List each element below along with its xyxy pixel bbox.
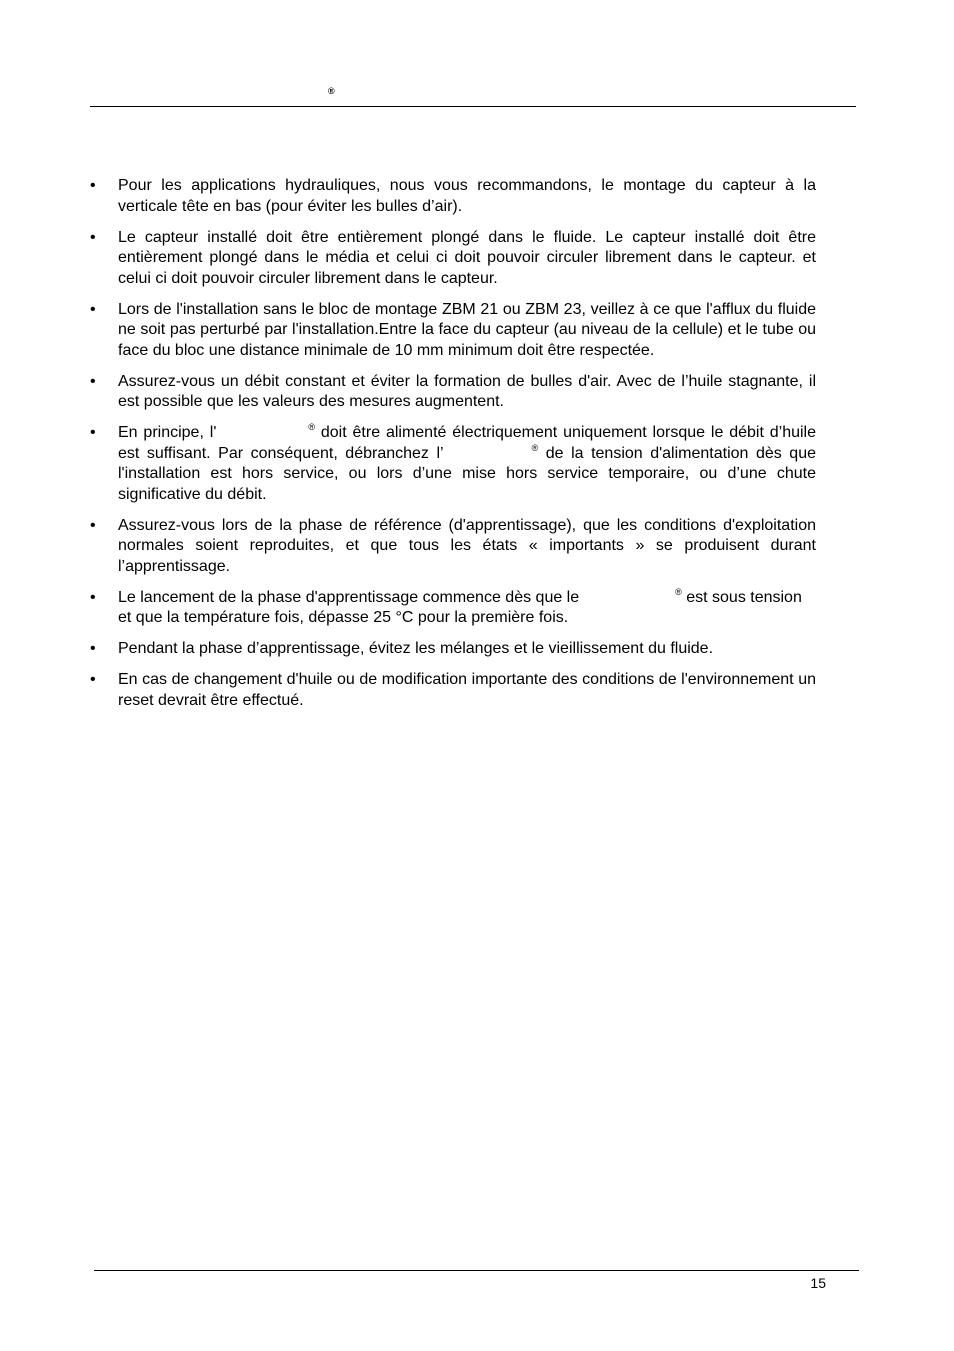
list-item (90, 639, 816, 660)
item-text: En cas de changement d'huile ou de modification importante des conditions de l'environnement un reset devrait être effectué. (118, 671, 816, 709)
item-text-part: Le lancement de la phase d'apprentissage commence dès que le (118, 588, 580, 606)
item-text: Le capteur installé doit être entièrement plongé dans le fluide. Le capteur installé doit être entièrement plongé dans le média et celui ci doit pouvoir circuler librement dans le capteur. et celui ci doit pouvoir circuler librement dans le capteur. (118, 228, 816, 287)
item-text: Pendant la phase d’apprentissage, évitez les mélanges et le vieillissement du fluide. (118, 640, 714, 657)
bullet-dot: • (90, 424, 96, 441)
item-text: Pour les applications hydrauliques, nous vous recommandons, le montage du capteur à la verticale tête en bas (pour éviter les bulles d’air). (118, 177, 816, 215)
list-item (90, 670, 816, 711)
bullet-dot: • (90, 640, 96, 657)
bullet-dot: • (90, 228, 96, 246)
list-item (90, 372, 816, 413)
bullet-dot: • (90, 177, 96, 194)
item-text-part: doit être alimenté électriquement uniquement lorsque le débit d’huile est suffisant. Par conséquent, débranchez l’ (118, 424, 817, 462)
item-text-part: En principe, l' (118, 424, 217, 441)
bullet-list (90, 176, 816, 722)
list-item (90, 176, 816, 217)
registered-mark: ® (531, 442, 539, 453)
bullet-dot: • (90, 671, 96, 688)
item-text: Lors de l'installation sans le bloc de montage ZBM 21 ou ZBM 23, veillez à ce que l'afflux du fluide ne soit pas perturbé par l'installation.Entre la face du capteur (au niveau de la cellule) et le tube ou face du bloc une distance minimale de 10 mm minimum doit être respectée. (118, 300, 816, 359)
item-text-part: est sous tension et que la température fois, dépasse 25 °C pour la première fois. (118, 588, 802, 626)
footer-rule (94, 1270, 859, 1271)
list-item (90, 516, 816, 578)
item-text: Assurez-vous lors de la phase de référence (d'apprentissage), que les conditions d'exploitation normales soient reproduites, et que tous les états « importants » se produisent durant l’apprentissage. (118, 516, 816, 575)
bullet-dot: • (90, 300, 96, 318)
item-text (118, 588, 816, 629)
list-item (90, 423, 816, 505)
list-item (90, 228, 816, 290)
registered-mark: ® (308, 422, 316, 432)
bullet-dot: • (90, 516, 96, 534)
item-text: Assurez-vous un débit constant et éviter la formation de bulles d'air. Avec de l’huile stagnante, il est possible que les valeurs des mesures augmentent. (118, 372, 816, 410)
list-item (90, 300, 816, 362)
list-item (90, 588, 816, 629)
registered-mark: ® (675, 586, 682, 597)
bullet-dot: • (90, 588, 96, 606)
item-text (118, 423, 816, 505)
header-registered-mark: ® (328, 86, 335, 96)
page-number: 15 (810, 1275, 826, 1291)
item-text-part: de la tension d'alimentation dès que l'installation est hors service, ou lors d’une mise hors service temporaire, ou d’une chute significative du débit. (118, 444, 816, 503)
bullet-dot: • (90, 372, 96, 390)
header-rule (90, 106, 856, 107)
